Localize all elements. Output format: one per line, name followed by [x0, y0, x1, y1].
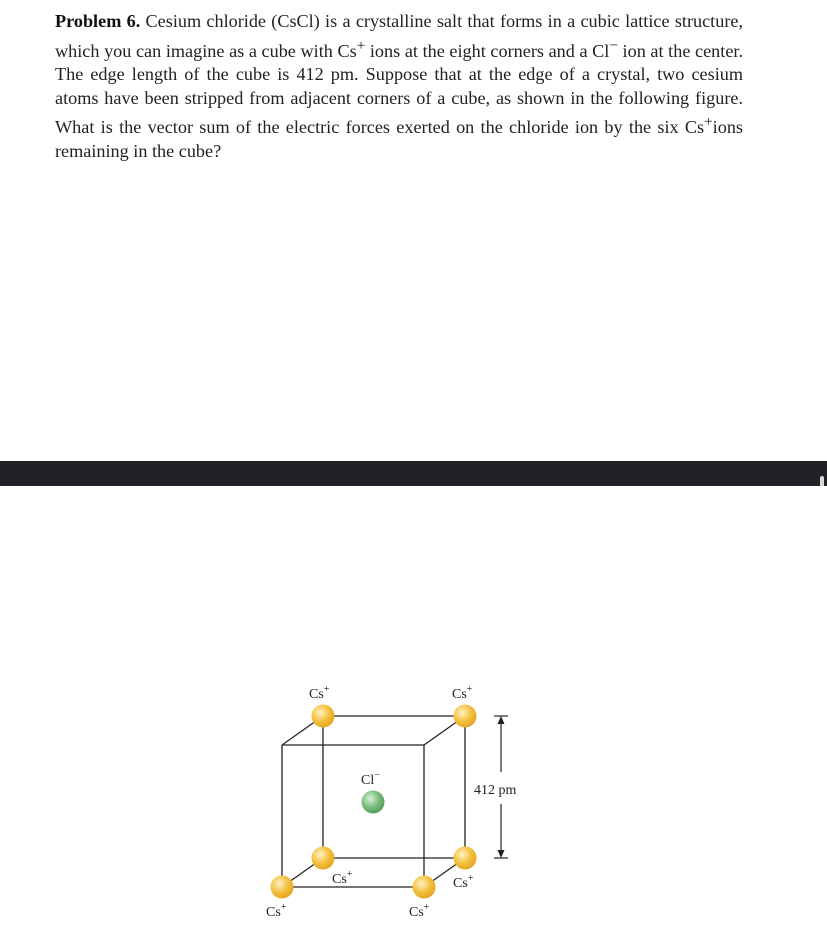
cs-charge-superscript-2: + [704, 113, 713, 131]
cs-ion-back-bottom-left [312, 847, 335, 870]
cs-label-back-bottom-right: Cs+ [453, 873, 474, 891]
edge-length-label: 412 pm [474, 783, 517, 798]
cs-label-back-top-right: Cs+ [452, 684, 473, 702]
cs-label-front-bottom-left: Cs+ [266, 902, 287, 920]
problem-text-3: ion at the center. The edge length of the cube is 412 pm. Suppose that at the edge of a crystal, two cesium atoms have been stripped from adjacent corners of a cube, as shown in the following figure. What is the vector sum of the electric forces exerted on the chloride ion by the six Cs [55, 40, 743, 138]
cs-ion-back-top-left [312, 705, 335, 728]
cube-back-face [323, 716, 465, 858]
cl-ion-center [362, 791, 385, 814]
problem-label: Problem 6. [55, 11, 141, 31]
cs-charge-superscript: + [356, 36, 366, 54]
problem-text-4: ions remaining in the cube? [55, 117, 743, 161]
cs-ion-back-bottom-right [454, 847, 477, 870]
cl-label: Cl− [361, 770, 380, 788]
problem-text-2: ions at the eight corners and a Cl [365, 40, 610, 61]
problem-text-1: Cesium chloride (CsCl) is a crystalline salt that forms in a cubic lattice structure, which you can imagine as a cube with Cs [55, 11, 743, 61]
cs-ion-front-bottom-right [413, 876, 436, 899]
cs-ion-front-bottom-left [271, 876, 294, 899]
cs-ion-back-top-right [454, 705, 477, 728]
cs-label-back-bottom-left: Cs+ [332, 869, 353, 887]
cs-label-front-bottom-right: Cs+ [409, 902, 430, 920]
cl-charge-superscript: − [609, 36, 618, 54]
cs-label-back-top-left: Cs+ [309, 684, 330, 702]
